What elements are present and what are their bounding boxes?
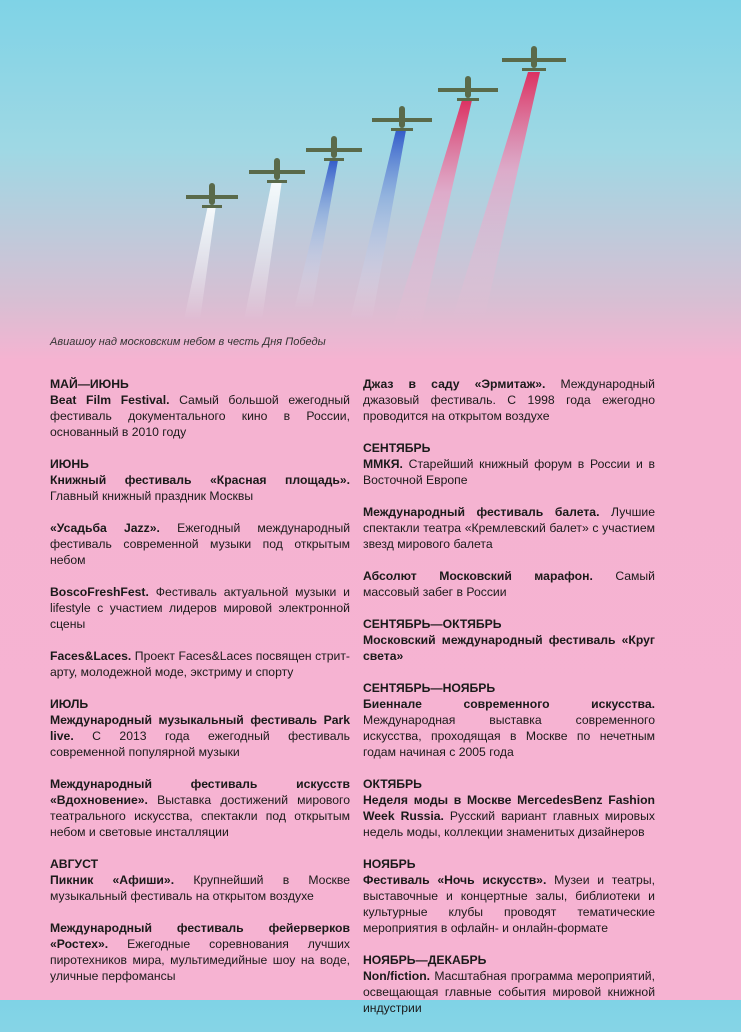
event-entry	[363, 872, 655, 936]
event-description: Ежегодные соревнования лучших пиротехников мира, мультимедийные шоу на воде, уличные перфомансы	[50, 937, 350, 983]
section-heading: ИЮНЬ	[50, 457, 89, 471]
event-description: Ежегодный международный фестиваль современной музыки под открытым небом	[50, 521, 351, 567]
event-entry	[50, 392, 350, 440]
smoke-trail-blue-1	[294, 160, 338, 310]
event-entry	[50, 584, 350, 632]
event-entry	[50, 776, 350, 840]
event-section	[363, 440, 655, 600]
event-entry	[363, 568, 655, 600]
event-entry	[50, 520, 350, 568]
event-section	[50, 696, 350, 840]
event-entry	[363, 504, 655, 552]
event-title: Неделя моды в Москве MercedesBenz Fashion Week Russia.	[363, 793, 655, 823]
section-heading: АВГУСТ	[50, 857, 99, 871]
event-title: Non/fiction.	[363, 969, 431, 983]
event-section	[363, 856, 655, 936]
section-heading: МАЙ—ИЮНЬ	[50, 377, 129, 391]
event-section	[363, 376, 655, 424]
jet-1	[186, 183, 238, 208]
event-title: Международный фестиваль искусств «Вдохновение».	[50, 777, 350, 807]
event-title: Джаз в саду «Эрмитаж».	[363, 377, 546, 391]
event-entry	[363, 968, 655, 1016]
event-description: Выставка достижений мирового театрального искусства, спектакли под открытым небом и световые инсталляции	[50, 793, 350, 839]
event-description: Русский вариант главных мировых недель моды, коллекции знаменитых дизайнеров	[363, 809, 655, 839]
event-description: Крупнейший в Москве музыкальный фестиваль на открытом воздухе	[50, 873, 350, 903]
event-title: Книжный фестиваль «Красная площадь».	[50, 473, 350, 487]
event-description: Музеи и театры, выставочные и концертные залы, библиотеки и культурные клубы проводят тематические мероприятия в офлайн- и онлайн-формате	[363, 873, 655, 935]
jet-2	[249, 158, 305, 183]
event-description: Самый массовый забег в России	[363, 569, 655, 599]
event-section	[363, 952, 655, 1016]
event-title: Международный фестиваль балета.	[363, 505, 600, 519]
section-heading: ИЮЛЬ	[50, 697, 89, 711]
event-description: Международная выставка современного искусства, проходящая в Москве по нечетным годам начиная с 2005 года	[363, 713, 655, 759]
event-entry	[363, 456, 655, 488]
smoke-trail-blue-2	[350, 130, 406, 320]
event-section	[50, 456, 350, 680]
event-title: Абсолют Московский марафон.	[363, 569, 593, 583]
event-title: Биеннале современного искусства.	[363, 697, 655, 711]
event-description: Главный книжный праздник Москвы	[50, 489, 254, 503]
smoke-trail-white-1	[184, 205, 216, 320]
event-section	[363, 776, 655, 840]
event-title: Фестиваль «Ночь искусств».	[363, 873, 547, 887]
event-entry	[363, 632, 655, 664]
event-title: Пикник «Афиши».	[50, 873, 175, 887]
jet-5	[438, 76, 498, 101]
section-heading: НОЯБРЬ	[363, 857, 416, 871]
right-column	[363, 376, 655, 1032]
event-title: Московский международный фестиваль «Круг света»	[363, 633, 655, 663]
section-heading: НОЯБРЬ—ДЕКАБРЬ	[363, 953, 487, 967]
event-title: ММКЯ.	[363, 457, 403, 471]
event-title: BoscoFreshFest.	[50, 585, 149, 599]
event-section	[50, 856, 350, 984]
event-entry	[363, 792, 655, 840]
event-description: Самый большой ежегодный фестиваль документального кино в России, основанный в 2010 году	[50, 393, 350, 439]
event-title: «Усадьба Jazz».	[50, 521, 160, 535]
event-section	[363, 680, 655, 760]
event-entry	[363, 376, 655, 424]
smoke-trail-white-2	[244, 180, 282, 320]
event-description: Старейший книжный форум в России и в Восточной Европе	[363, 457, 655, 487]
event-title: Международный музыкальный фестиваль Park live.	[50, 713, 350, 743]
event-entry	[363, 696, 655, 760]
jet-3	[306, 136, 362, 161]
event-entry	[50, 872, 350, 904]
jet-4	[372, 106, 432, 131]
event-entry	[50, 648, 350, 680]
event-title: Faces&Laces.	[50, 649, 132, 663]
event-section	[363, 616, 655, 664]
section-heading: СЕНТЯБРЬ—НОЯБРЬ	[363, 681, 496, 695]
left-column	[50, 376, 350, 1000]
airshow-photo	[0, 0, 741, 330]
event-entry	[50, 920, 350, 984]
section-heading: СЕНТЯБРЬ—ОКТЯБРЬ	[363, 617, 502, 631]
event-description: Лучшие спектакли театра «Кремлевский балет» с участием звезд мирового балета	[363, 505, 655, 551]
event-entry	[50, 472, 350, 504]
event-section	[50, 376, 350, 440]
event-description: Международный джазовый фестиваль. С 1998 года ежегодно проводится на открытом воздухе	[363, 377, 655, 423]
event-description: Фестиваль актуальной музыки и lifestyle с участием лидеров мировой электронной сцены	[50, 585, 350, 631]
section-heading: СЕНТЯБРЬ	[363, 441, 431, 455]
event-entry	[50, 712, 350, 760]
event-description: Масштабная программа мероприятий, освещающая главные события мировой книжной индустрии	[363, 969, 655, 1015]
event-title: Международный фестиваль фейерверков «Ростех».	[50, 921, 350, 951]
photo-caption: Авиашоу над московским небом в честь Дня Победы	[50, 336, 326, 348]
event-description: С 2013 года ежегодный фестиваль современной популярной музыки	[50, 729, 350, 759]
jet-6	[502, 46, 566, 71]
section-heading: ОКТЯБРЬ	[363, 777, 422, 791]
event-description: Проект Faces&Laces посвящен стрит-арту, молодежной моде, экстриму и спорту	[50, 649, 350, 679]
event-title: Beat Film Festival.	[50, 393, 170, 407]
